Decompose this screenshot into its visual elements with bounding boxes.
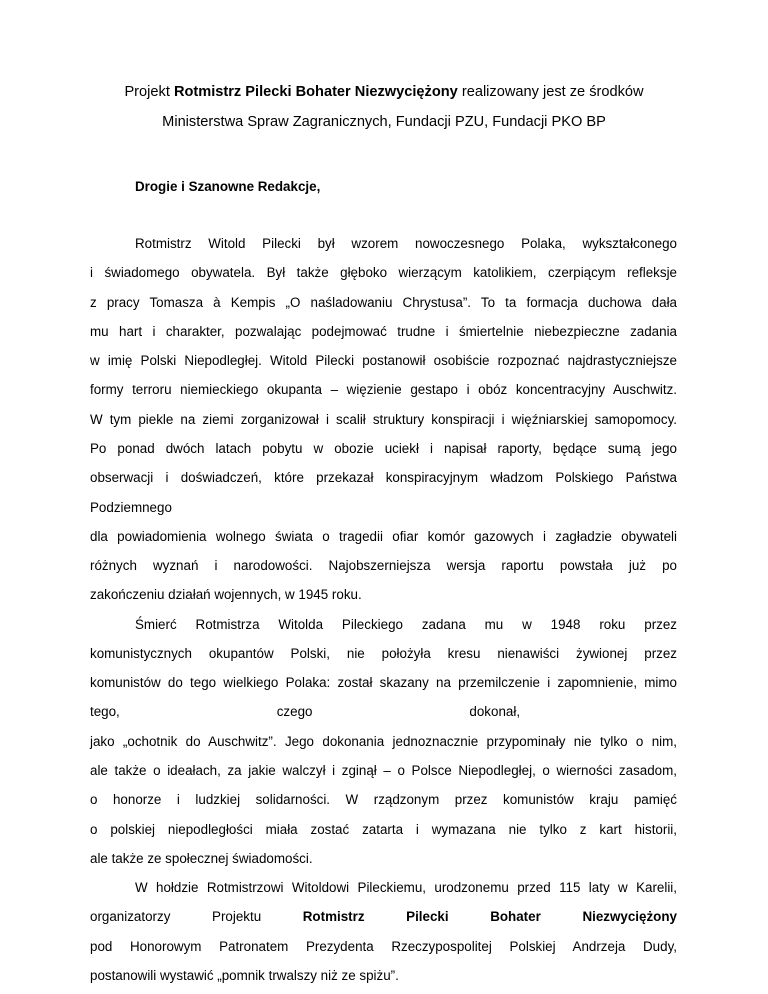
body-line: postanowili wystawić „pomnik trwalszy niż ze spiżu”.: [90, 968, 399, 983]
body-line: o honorze i ludzkiej solidarności. W rządzonym przez komunistów kraju pamięć: [90, 792, 677, 807]
body-line: obserwacji i doświadczeń, które przekazał konspiracyjnym władzom Polskiego Państwa: [90, 470, 677, 485]
body-line: i świadomego obywatela. Był także głęboko wierzącym katolikiem, czerpiącym refleksje: [90, 265, 677, 280]
body-line: dla powiadomienia wolnego świata o tragedii ofiar komór gazowych i zagładzie obywateli: [90, 529, 677, 544]
body-line: pod Honorowym Patronatem Prezydenta Rzeczypospolitej Polskiej Andrzeja Dudy,: [90, 939, 677, 954]
body-line: mu hart i charakter, pozwalając podejmować trudne i śmiertelnie niebezpieczne zadania: [90, 324, 677, 339]
body-line: z pracy Tomasza à Kempis „O naśladowaniu Chrystusa”. To ta formacja duchowa dała: [90, 295, 677, 310]
word: czego: [276, 704, 313, 719]
header-prefix: Projekt: [124, 84, 174, 100]
body-line: zakończeniu działań wojennych, w 1945 roku.: [90, 587, 362, 602]
header-suffix: realizowany jest ze środków: [457, 84, 644, 100]
body-line: komunistycznych okupantów Polski, nie położyła kresu nienawiści żywionej przez: [90, 646, 677, 661]
body-line: W hołdzie Rotmistrzowi Witoldowi Pileckiemu, urodzonemu przed 115 laty w Karelii,: [135, 880, 677, 895]
word-bold: Bohater: [490, 909, 541, 924]
header-line-1: [0, 84, 768, 100]
word: organizatorzy: [90, 909, 171, 924]
body-line: Rotmistrz Witold Pilecki był wzorem nowoczesnego Polaka, wykształconego: [135, 236, 677, 251]
word: tego,: [90, 704, 120, 719]
body-line: Po ponad dwóch latach pobytu w obozie uciekł i napisał raporty, będące sumą jego: [90, 441, 677, 456]
word: dokonał,: [469, 704, 521, 719]
body-line: ale także o ideałach, za jakie walczył i zginął – o Polsce Niepodległej, o wierności zasadom,: [90, 763, 677, 778]
body-line: W tym piekle na ziemi zorganizował i scalił struktury konspiracji i więźniarskiej samopomocy.: [90, 412, 677, 427]
body-line: różnych wyznań i narodowości. Najobszerniejsza wersja raportu powstała już po: [90, 558, 677, 573]
body-line: w imię Polski Niepodległej. Witold Pilecki postanowił osobiście rozpoznać najdrastyczniejsze: [90, 353, 677, 368]
word-bold: Rotmistrz: [302, 909, 365, 924]
body-line: Śmierć Rotmistrza Witolda Pileckiego zadana mu w 1948 roku przez: [135, 617, 677, 632]
project-name: Rotmistrz Pilecki Bohater Niezwyciężony: [173, 84, 458, 100]
body-line: o polskiej niepodległości miała zostać zatarta i wymazana nie tylko z kart historii,: [90, 822, 677, 837]
word: Projektu: [212, 909, 262, 924]
greeting: Drogie i Szanowne Redakcje,: [135, 179, 321, 194]
body-line: ale także ze społecznej świadomości.: [90, 851, 313, 866]
header-line-2: Ministerstwa Spraw Zagranicznych, Fundacji PZU, Fundacji PKO BP: [162, 114, 606, 130]
body-line: komunistów do tego wielkiego Polaka: został skazany na przemilczenie i zapomnienie, mimo: [90, 675, 677, 690]
word-bold: Niezwyciężony: [582, 909, 677, 924]
body-line: formy terroru niemieckiego okupanta – więzienie gestapo i obóz koncentracyjny Auschwitz.: [90, 382, 677, 397]
body-line: Podziemnego: [90, 500, 172, 515]
body-line-spread: [90, 704, 677, 720]
body-line-spread: [90, 909, 677, 925]
word-bold: Pilecki: [406, 909, 449, 924]
body-line: jako „ochotnik do Auschwitz”. Jego dokonania jednoznacznie przypominały nie tylko o nim,: [90, 734, 677, 749]
